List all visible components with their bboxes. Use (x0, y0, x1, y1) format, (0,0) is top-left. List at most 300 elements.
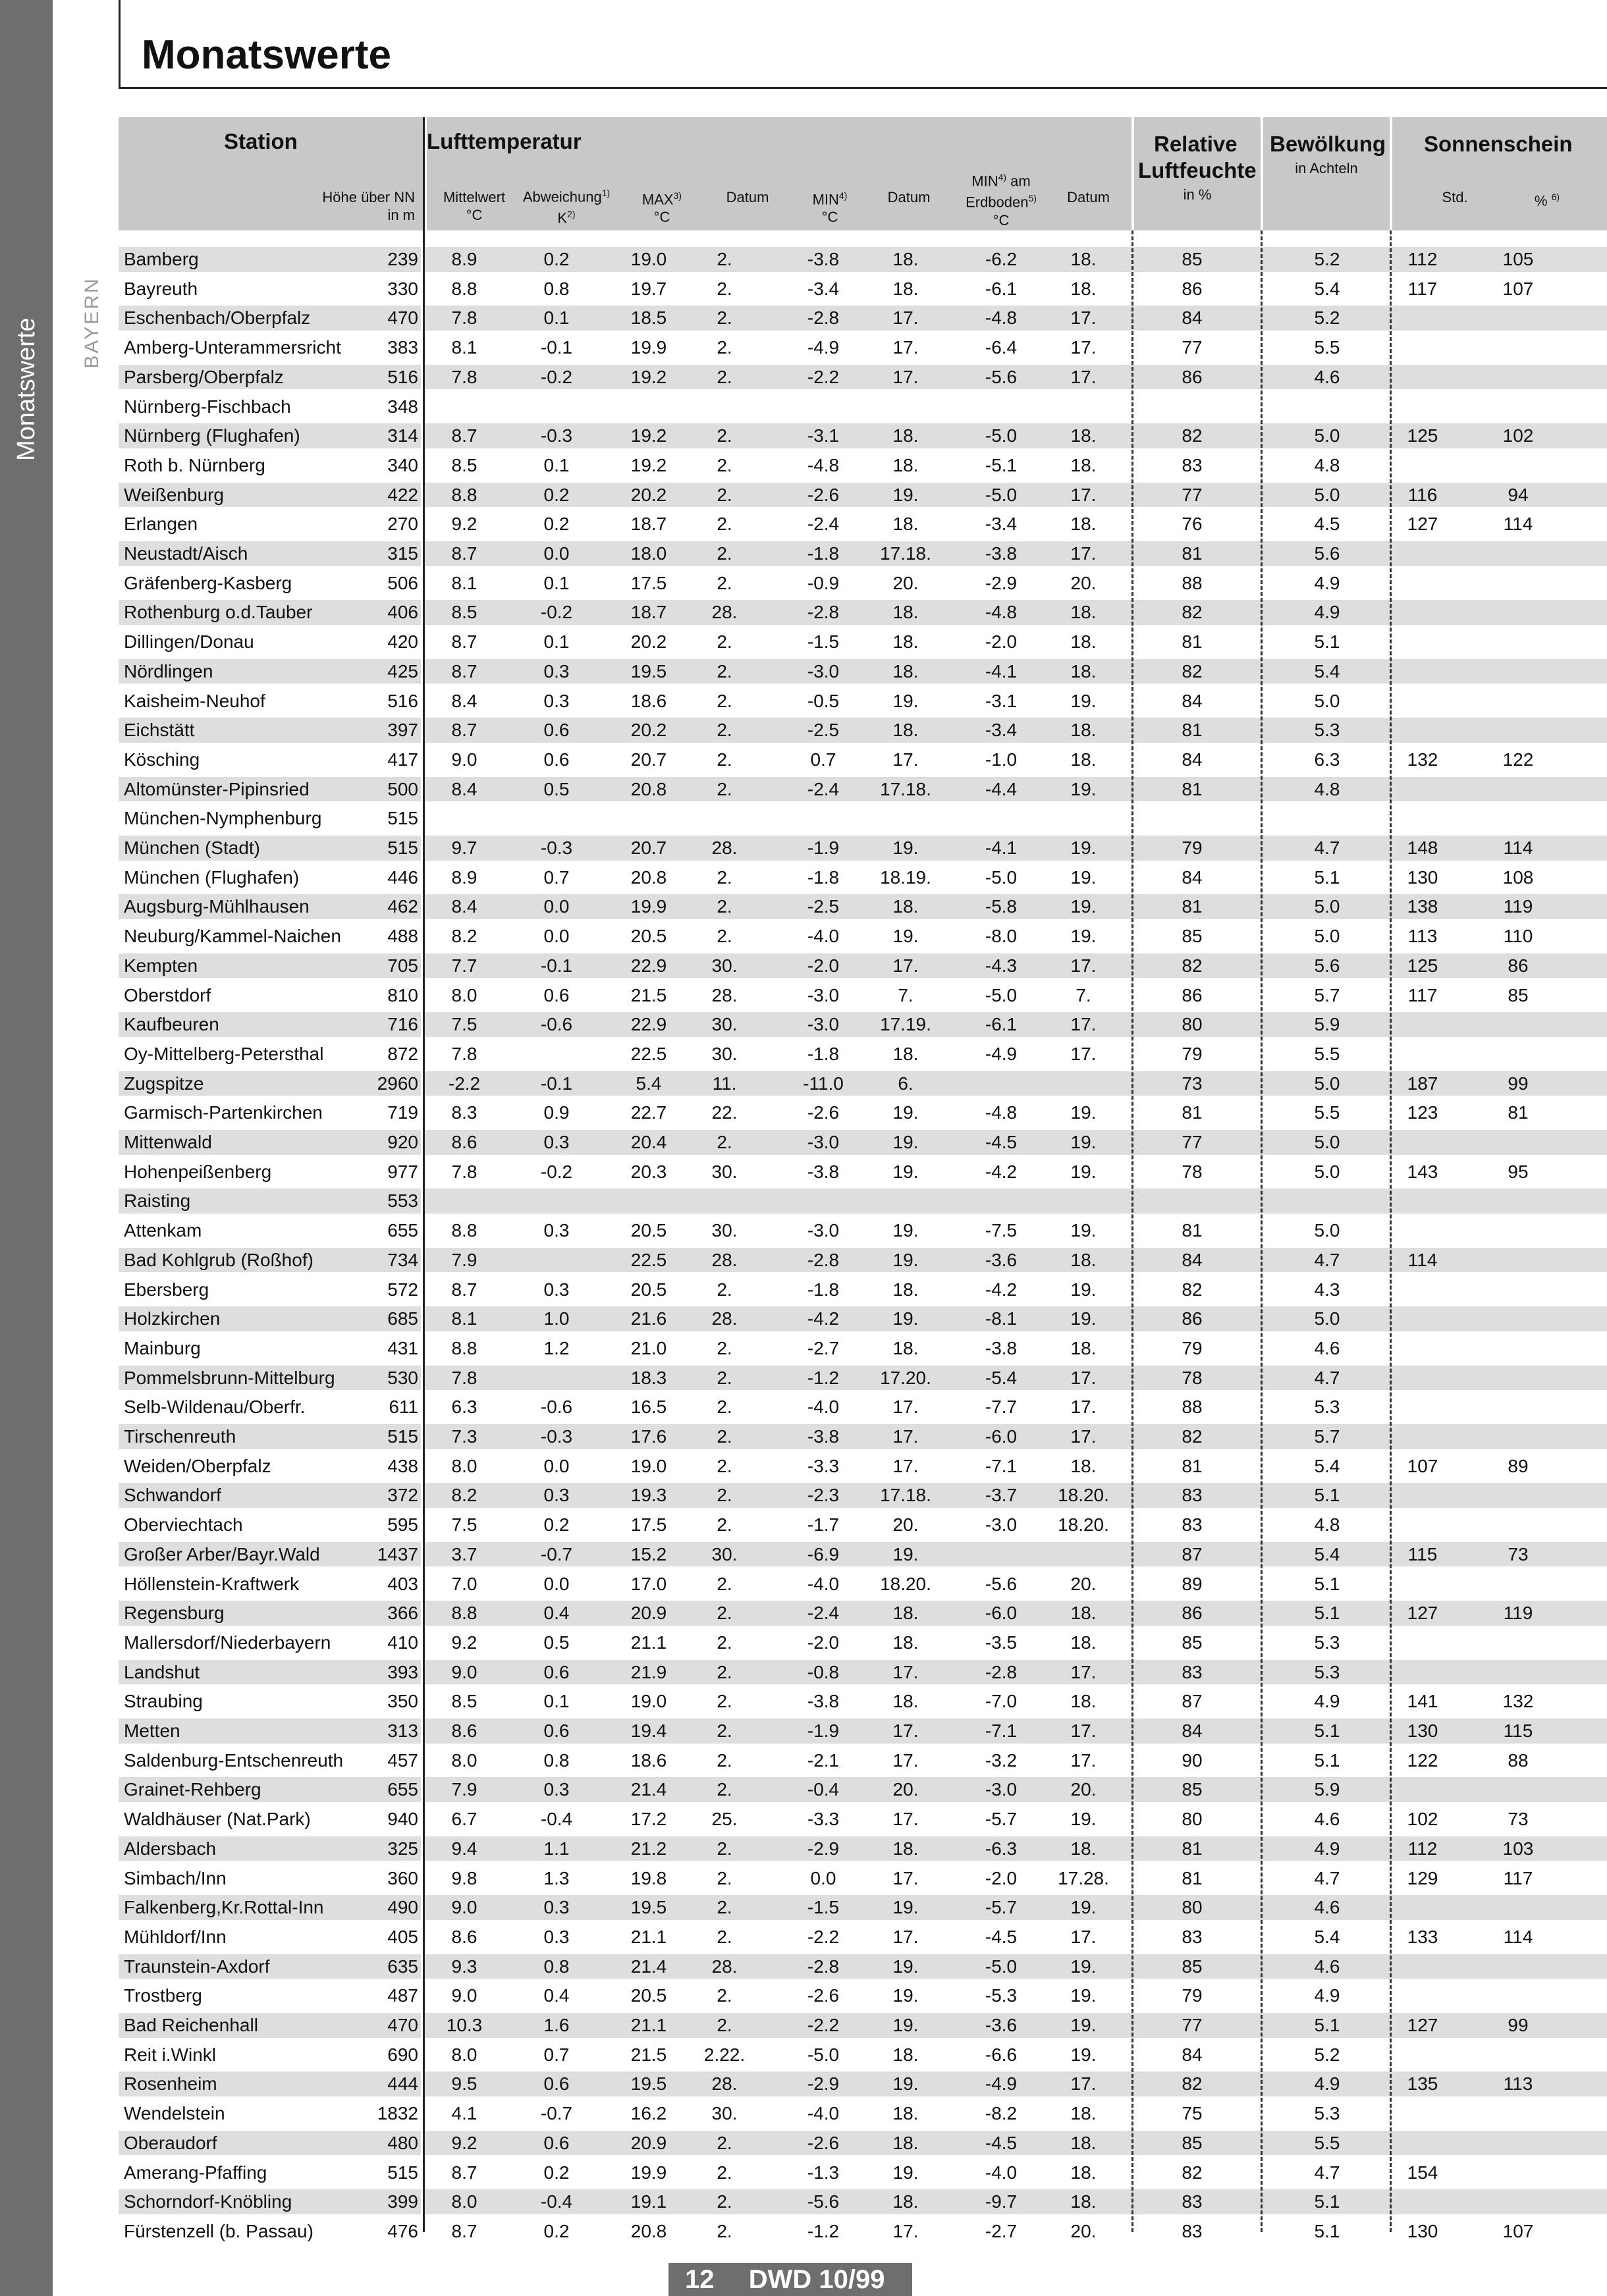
min-ground: -5.0 (985, 1956, 1018, 1977)
mean-temp: 8.2 (451, 1485, 477, 1506)
min-ground-date: 17. (1070, 1926, 1097, 1947)
mean-temp: 8.6 (451, 1721, 477, 1741)
humidity: 85 (1182, 2132, 1203, 2153)
deviation: 0.5 (543, 1632, 570, 1653)
station-name: Roth b. Nürnberg (124, 454, 265, 475)
station-name: München (Flughafen) (124, 867, 300, 888)
subheader-mittelwert: Mittelwert °C (443, 189, 506, 223)
sidebar-region: BAYERN (81, 277, 103, 369)
deviation: 0.6 (543, 2132, 570, 2153)
table-row (119, 1187, 1607, 1215)
table-row (119, 745, 1607, 774)
min-date (869, 1187, 942, 1215)
min-ground: -5.0 (985, 484, 1018, 505)
max-temp: 19.2 (630, 425, 667, 446)
height: 239 (387, 249, 418, 269)
min-ground: -4.1 (985, 838, 1018, 858)
min-ground-date: 19. (1070, 1956, 1097, 1977)
sun-hours: 125 (1407, 425, 1438, 446)
sun-percent (1482, 392, 1554, 421)
deviation: 0.8 (543, 1749, 570, 1771)
min-temp: -4.9 (807, 337, 840, 358)
mean-temp: 6.3 (451, 1397, 477, 1418)
table-row (119, 687, 1607, 716)
mean-temp: -2.2 (448, 1073, 481, 1094)
min-ground-date: 19. (1070, 1897, 1097, 1918)
separator-clouds (1390, 230, 1392, 2232)
deviation: 0.6 (543, 1661, 570, 1682)
station-name: Grainet-Rehberg (124, 1779, 261, 1800)
clouds: 5.1 (1314, 867, 1340, 888)
sun-hours (1386, 1952, 1459, 1981)
clouds: 5.1 (1314, 1573, 1340, 1594)
humidity: 77 (1182, 2015, 1203, 2035)
clouds: 5.1 (1314, 1721, 1340, 1741)
min-temp: -1.5 (807, 631, 840, 653)
humidity: 84 (1182, 307, 1203, 329)
max-date: 2. (717, 1779, 732, 1800)
table-row (119, 1422, 1607, 1451)
height: 872 (387, 1043, 418, 1064)
sun-hours: 187 (1407, 1073, 1438, 1094)
min-ground: -5.8 (985, 896, 1018, 917)
sun-percent: 99 (1508, 2015, 1529, 2035)
sun-hours (1386, 1422, 1459, 1451)
humidity: 75 (1182, 2103, 1203, 2124)
height: 655 (387, 1220, 418, 1241)
min-date: 17. (892, 337, 919, 358)
min-ground (965, 392, 1037, 421)
height: 480 (387, 2132, 418, 2153)
min-temp: -1.5 (807, 1897, 840, 1918)
station-name: Dillingen/Donau (124, 631, 254, 653)
sun-percent: 119 (1503, 1603, 1533, 1624)
min-date: 17. (892, 1661, 919, 1682)
max-temp: 22.9 (630, 955, 667, 976)
mean-temp: 8.8 (451, 484, 477, 505)
humidity: 84 (1182, 690, 1203, 711)
clouds: 4.7 (1314, 838, 1340, 858)
mean-temp: 8.7 (451, 631, 477, 653)
min-date: 17.18. (880, 1485, 931, 1506)
min-ground: -4.5 (985, 2132, 1018, 2153)
deviation: 0.4 (543, 1603, 570, 1624)
deviation: 0.7 (543, 867, 570, 888)
max-temp: 20.2 (630, 631, 667, 653)
max-date: 2. (717, 2132, 732, 2153)
deviation: -0.7 (540, 2103, 573, 2124)
humidity: 84 (1182, 1721, 1203, 1741)
sun-hours: 112 (1407, 1838, 1438, 1859)
min-ground: -4.3 (985, 955, 1018, 976)
station-name: Gräfenberg-Kasberg (124, 572, 292, 593)
station-name: Mittenwald (124, 1132, 212, 1152)
table-row (119, 1216, 1607, 1245)
clouds: 5.9 (1314, 1014, 1340, 1035)
sun-percent: 99 (1508, 1073, 1529, 1094)
station-name: Altomünster-Pipinsried (124, 778, 310, 799)
min-date: 7. (898, 984, 913, 1005)
max-temp: 21.6 (630, 1308, 667, 1329)
max-temp: 19.8 (630, 1867, 667, 1888)
min-date: 18. (892, 660, 919, 681)
height: 330 (387, 278, 418, 299)
height: 340 (387, 454, 418, 475)
deviation: 1.1 (543, 1838, 570, 1859)
min-ground: -3.6 (985, 1249, 1018, 1270)
clouds: 5.3 (1314, 1632, 1340, 1653)
clouds: 4.6 (1314, 1956, 1340, 1977)
min-ground-date: 17. (1070, 1426, 1097, 1447)
humidity: 82 (1182, 660, 1203, 681)
min-ground: -6.0 (985, 1603, 1018, 1624)
max-date: 2.22. (703, 2044, 746, 2065)
height: 716 (387, 1014, 418, 1035)
min-ground: -6.1 (985, 278, 1018, 299)
station-name: München-Nymphenburg (124, 808, 322, 829)
station-name: Amerang-Pfaffing (124, 2162, 267, 2183)
sun-hours: 127 (1407, 514, 1438, 535)
humidity: 80 (1182, 1897, 1203, 1918)
station-name: Hohenpeißenberg (124, 1161, 272, 1182)
mean-temp: 7.8 (451, 1043, 477, 1064)
min-temp: -3.0 (807, 984, 840, 1005)
min-date: 19. (892, 1102, 919, 1123)
mean-temp: 8.6 (451, 1926, 477, 1947)
station-name: Simbach/Inn (124, 1867, 227, 1888)
min-ground: -4.5 (985, 1926, 1018, 1947)
min-ground: -8.1 (985, 1308, 1018, 1329)
deviation: -0.6 (540, 1397, 573, 1418)
sun-hours: 127 (1407, 1603, 1438, 1624)
humidity: 87 (1182, 1543, 1203, 1564)
sun-hours: 114 (1407, 1249, 1438, 1270)
min-ground: -8.2 (985, 2103, 1018, 2124)
max-temp: 19.5 (630, 2073, 667, 2095)
min-temp: -1.9 (807, 838, 840, 858)
min-ground-date: 20. (1070, 1779, 1097, 1800)
min-date: 17. (892, 307, 919, 329)
station-name: Waldhäuser (Nat.Park) (124, 1809, 311, 1830)
min-ground: -2.8 (985, 1661, 1018, 1682)
deviation: 0.6 (543, 1721, 570, 1741)
mean-temp: 8.4 (451, 690, 477, 711)
min-date (869, 804, 942, 833)
station-name: Schwandorf (124, 1485, 221, 1506)
min-ground: -3.0 (985, 1514, 1018, 1535)
humidity (1156, 392, 1228, 421)
sun-hours (1386, 363, 1459, 392)
sun-hours: 117 (1407, 278, 1438, 299)
station-name: Bad Reichenhall (124, 2015, 258, 2035)
min-ground-date: 19. (1070, 1308, 1097, 1329)
clouds: 5.4 (1314, 1455, 1340, 1476)
max-date: 2. (717, 2220, 732, 2241)
min-temp: -3.1 (807, 425, 840, 446)
deviation: 0.4 (543, 1985, 570, 2006)
sun-hours (1386, 775, 1459, 804)
station-name: Neuburg/Kammel-Naichen (124, 926, 341, 947)
table-row (119, 2011, 1607, 2040)
max-date: 2. (717, 660, 732, 681)
sun-percent: 110 (1503, 926, 1533, 947)
sun-hours: 132 (1407, 749, 1438, 770)
min-ground (965, 1540, 1037, 1569)
clouds (1291, 392, 1363, 421)
sun-percent: 115 (1503, 1721, 1533, 1741)
deviation: 0.8 (543, 278, 570, 299)
max-temp: 20.7 (630, 838, 667, 858)
sun-percent: 107 (1502, 2220, 1534, 2241)
humidity: 84 (1182, 867, 1203, 888)
min-date: 17. (892, 955, 919, 976)
min-ground: -4.8 (985, 307, 1018, 329)
humidity: 77 (1182, 484, 1203, 505)
max-temp: 21.4 (630, 1779, 667, 1800)
mean-temp: 7.8 (451, 1161, 477, 1182)
table-row (119, 481, 1607, 510)
height: 940 (387, 1809, 418, 1830)
min-ground: -7.1 (985, 1721, 1018, 1741)
sun-percent (1482, 1128, 1554, 1157)
height: 488 (387, 926, 418, 947)
humidity: 84 (1182, 1249, 1203, 1270)
min-temp (784, 392, 863, 421)
max-date: 25. (711, 1809, 738, 1830)
min-ground-date: 18. (1070, 454, 1097, 475)
station-name: Regensburg (124, 1603, 225, 1624)
max-temp: 18.7 (630, 514, 667, 535)
height: 314 (387, 425, 418, 446)
humidity: 86 (1182, 366, 1203, 387)
max-date (698, 392, 751, 421)
height: 405 (387, 1926, 418, 1947)
humidity: 83 (1182, 1514, 1203, 1535)
sun-hours (1386, 1510, 1459, 1539)
sun-hours: 102 (1407, 1809, 1438, 1830)
min-date: 18. (892, 454, 919, 475)
deviation: -0.3 (540, 425, 573, 446)
max-date: 11. (712, 1073, 737, 1094)
mean-temp: 8.8 (451, 1337, 477, 1358)
deviation: 0.1 (543, 572, 570, 593)
publication: DWD 10/99 (748, 2265, 885, 2294)
mean-temp: 8.7 (451, 543, 477, 564)
clouds: 4.9 (1314, 1985, 1340, 2006)
table-row (119, 510, 1607, 539)
max-date: 2. (717, 720, 732, 741)
min-ground-date: 19. (1070, 926, 1097, 947)
sun-hours (1386, 2099, 1459, 2128)
table-row (119, 2069, 1607, 2098)
clouds: 5.3 (1314, 720, 1340, 741)
table-row (119, 1098, 1607, 1127)
max-date: 2. (717, 1721, 732, 1741)
mean-temp: 9.3 (451, 1956, 477, 1977)
max-temp: 20.5 (630, 1279, 667, 1300)
min-ground-date: 19. (1070, 778, 1097, 799)
min-ground: -8.0 (985, 926, 1018, 947)
min-date: 19. (892, 1249, 919, 1270)
min-temp: -2.2 (807, 1926, 840, 1947)
min-temp: -2.6 (807, 1985, 840, 2006)
station-name: Kempten (124, 955, 198, 976)
height: 977 (387, 1161, 418, 1182)
deviation: -0.2 (540, 602, 573, 623)
station-name: Ebersberg (124, 1279, 209, 1300)
station-name: Oberstdorf (124, 984, 211, 1005)
height: 446 (387, 867, 418, 888)
min-ground: -5.0 (985, 867, 1018, 888)
min-temp: -3.3 (807, 1809, 840, 1830)
sun-hours: 127 (1407, 2015, 1438, 2035)
sun-percent (1482, 569, 1554, 598)
min-ground: -9.7 (985, 2191, 1018, 2212)
height: 325 (387, 1838, 418, 1859)
table-row (119, 304, 1607, 333)
mean-temp: 9.5 (451, 2073, 477, 2095)
station-name: Metten (124, 1721, 180, 1741)
min-date: 6. (898, 1073, 913, 1094)
max-temp: 19.0 (630, 249, 667, 269)
clouds (1291, 1187, 1363, 1215)
max-temp: 21.0 (630, 1337, 667, 1358)
min-temp: -1.2 (807, 2220, 840, 2241)
table-row (119, 569, 1607, 598)
max-date: 2. (717, 1132, 732, 1152)
station-name: Oberviechtach (124, 1514, 243, 1535)
humidity: 85 (1182, 1632, 1203, 1653)
clouds: 4.7 (1314, 1249, 1340, 1270)
sun-percent: 94 (1508, 484, 1529, 505)
clouds: 5.0 (1314, 690, 1340, 711)
max-date: 2. (717, 1749, 732, 1771)
table-row (119, 392, 1607, 421)
mean-temp: 7.9 (451, 1779, 477, 1800)
sun-hours (1386, 569, 1459, 598)
min-ground: -5.6 (985, 366, 1018, 387)
clouds: 4.6 (1314, 366, 1340, 387)
height: 350 (387, 1691, 418, 1712)
mean-temp: 8.7 (451, 425, 477, 446)
clouds: 5.3 (1314, 1661, 1340, 1682)
min-ground-date: 18. (1070, 2132, 1097, 2153)
sun-hours: 143 (1407, 1161, 1438, 1182)
height: 348 (387, 396, 418, 417)
table-row (119, 1893, 1607, 1922)
max-date: 2. (717, 1985, 732, 2006)
max-temp: 18.3 (630, 1367, 667, 1388)
sun-hours (1386, 627, 1459, 656)
min-ground: -7.1 (985, 1455, 1018, 1476)
station-name: Attenkam (124, 1220, 202, 1241)
table-row (119, 863, 1607, 892)
max-temp: 20.2 (630, 720, 667, 741)
humidity: 87 (1182, 1691, 1203, 1712)
min-temp: -3.8 (807, 249, 840, 269)
deviation: 0.0 (543, 926, 570, 947)
station-name: Rothenburg o.d.Tauber (124, 602, 313, 623)
table-row (119, 627, 1607, 656)
table-row (119, 421, 1607, 450)
height: 490 (387, 1897, 418, 1918)
deviation: 0.3 (543, 1897, 570, 1918)
humidity: 83 (1182, 454, 1203, 475)
max-temp: 17.5 (630, 1514, 667, 1535)
max-temp: 17.0 (630, 1573, 667, 1594)
max-date: 28. (711, 838, 738, 858)
station-name: Schorndorf-Knöbling (124, 2191, 292, 2212)
max-date: 30. (711, 1014, 738, 1035)
table-row (119, 775, 1607, 804)
max-temp: 21.1 (630, 1632, 667, 1653)
station-name: Garmisch-Partenkirchen (124, 1102, 323, 1123)
table-row (119, 1805, 1607, 1834)
height: 515 (387, 808, 418, 829)
clouds: 4.6 (1314, 1337, 1340, 1358)
min-ground: -6.2 (985, 249, 1018, 269)
station-name: Tirschenreuth (124, 1426, 236, 1447)
min-ground: -5.4 (985, 1367, 1018, 1388)
height: 315 (387, 543, 418, 564)
mean-temp: 7.5 (451, 1514, 477, 1535)
max-date: 2. (717, 307, 732, 329)
max-date: 2. (717, 1691, 732, 1712)
min-ground-date: 17. (1070, 1721, 1097, 1741)
table-row (119, 1981, 1607, 2010)
max-date: 2. (717, 1514, 732, 1535)
max-temp: 19.5 (630, 1897, 667, 1918)
clouds: 5.6 (1314, 543, 1340, 564)
max-temp: 19.5 (630, 660, 667, 681)
height: 270 (387, 514, 418, 535)
humidity: 82 (1182, 425, 1203, 446)
sun-percent (1482, 333, 1554, 362)
table-row (119, 1540, 1607, 1569)
max-date: 2. (717, 1632, 732, 1653)
deviation: 0.0 (543, 1573, 570, 1594)
max-date: 22. (711, 1102, 738, 1123)
mean-temp: 7.3 (451, 1426, 477, 1447)
min-temp: -2.2 (807, 366, 840, 387)
clouds: 5.4 (1314, 1543, 1340, 1564)
sun-hours (1386, 1570, 1459, 1599)
min-ground: -3.6 (985, 2015, 1018, 2035)
table-row (119, 1304, 1607, 1333)
table-row (119, 1834, 1607, 1863)
height: 920 (387, 1132, 418, 1152)
max-temp: 22.9 (630, 1014, 667, 1035)
sun-percent: 114 (1503, 514, 1533, 535)
max-temp: 22.7 (630, 1102, 667, 1123)
max-date: 2. (717, 1838, 732, 1859)
sun-hours (1386, 1981, 1459, 2010)
sun-hours: 107 (1407, 1455, 1438, 1476)
clouds: 5.1 (1314, 631, 1340, 653)
min-ground-date: 18. (1070, 660, 1097, 681)
max-date: 2. (717, 1926, 732, 1947)
sun-hours: 135 (1407, 2073, 1438, 2095)
max-temp: 21.5 (630, 984, 667, 1005)
max-temp: 17.5 (630, 572, 667, 593)
height: 476 (387, 2220, 418, 2241)
mean-temp: 8.5 (451, 1691, 477, 1712)
min-temp: 0.7 (810, 749, 836, 770)
height: 572 (387, 1279, 418, 1300)
height: 410 (387, 1632, 418, 1653)
humidity: 79 (1182, 838, 1203, 858)
table-row (119, 1775, 1607, 1804)
